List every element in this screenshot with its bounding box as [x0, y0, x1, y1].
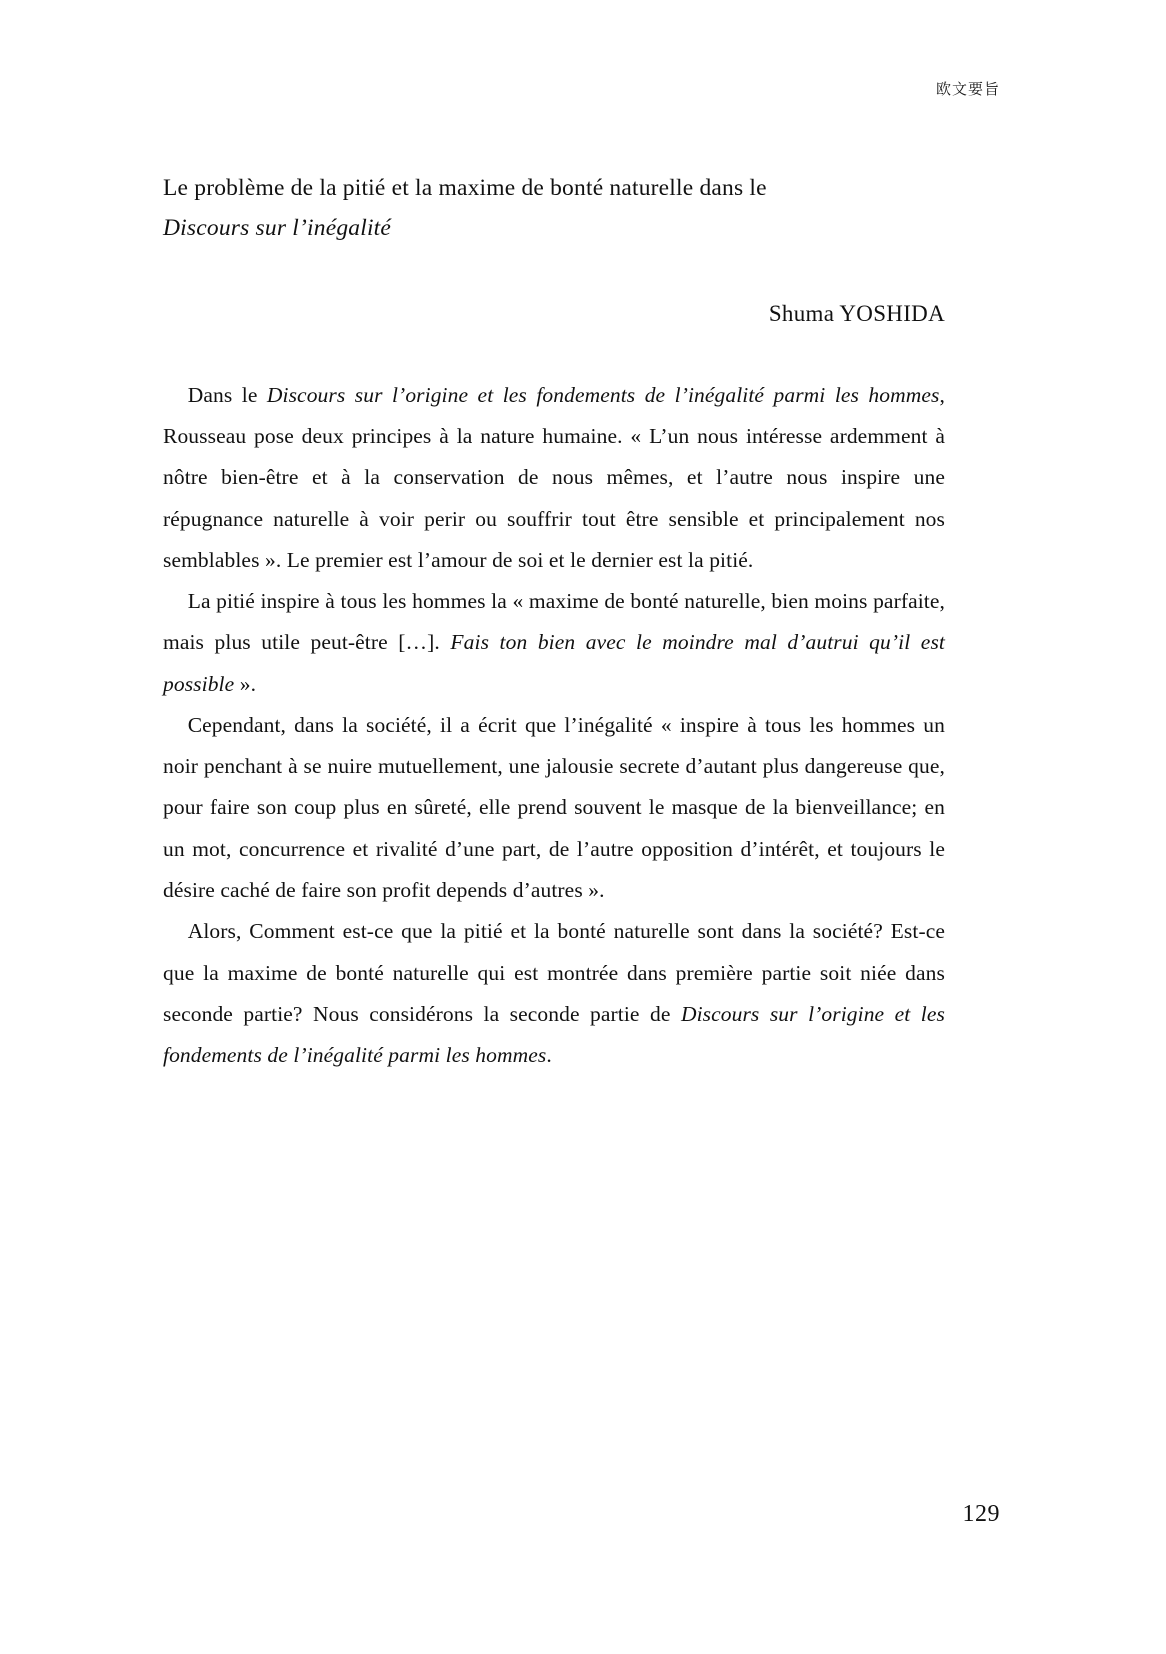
text-run: Cependant, dans la société, il a écrit que l’inégalité « inspire à tous les hommes un noir penchant à se nuire mutuellement, une jalousie secrete d’autant plus dangereuse que, pour faire son coup plus en sûreté, elle prend souvent le masque de la bienveillance; en un mot, concurrence et rivalité d’une part, de l’autre opposition d’intérêt, et toujours le désire caché de faire son profit depends d’autres ». — [163, 712, 945, 902]
page-title — [163, 168, 945, 208]
article-content — [163, 168, 945, 1076]
paragraph — [163, 581, 945, 705]
author-name: Shuma YOSHIDA — [768, 300, 945, 326]
page-title-line2: Discours sur l’inégalité — [163, 215, 392, 242]
text-run: ». — [234, 671, 257, 696]
text-run: Dans le — [187, 382, 267, 407]
page-number: 129 — [962, 1501, 1000, 1527]
text-run: Alors, Comment est-ce que la pitié et la bonté naturelle sont dans la société? Est-ce que la maxime de bonté naturelle qui est montrée dans première partie soit niée dans seconde partie? Nous considérons la seconde partie de — [163, 919, 945, 1026]
text-run: . — [546, 1043, 552, 1068]
paragraph — [163, 705, 945, 911]
abstract-body — [163, 375, 945, 1077]
text-run: La pitié inspire à tous les hommes la « maxime de bonté naturelle, bien moins parfaite, mais plus utile peut-être […]. — [163, 589, 945, 655]
italic-run: Fais ton bien avec le moindre mal d’autrui qu’il est possible — [163, 630, 945, 696]
running-head: 欧文要旨 — [935, 80, 1000, 98]
paragraph — [163, 375, 945, 581]
page-title-line1: Le problème de la pitié et la maxime de bonté naturelle dans le — [163, 175, 767, 201]
paragraph — [163, 911, 945, 1076]
italic-run: Discours sur l’origine et les fondements de l’inégalité parmi les hommes — [163, 1001, 945, 1068]
italic-run: Discours sur l’origine et les fondements de l’inégalité parmi les hommes — [266, 382, 940, 407]
text-run: , Rousseau pose deux principes à la nature humaine. « L’un nous intéresse ardemment à nôtre bien-être et à la conservation de nous mêmes, et l’autre nous inspire une répugnance naturelle à voir perir ou souffrir tout être sensible et principalement nos semblables ». Le premier est l’amour de soi et le dernier est la pitié. — [163, 382, 945, 572]
